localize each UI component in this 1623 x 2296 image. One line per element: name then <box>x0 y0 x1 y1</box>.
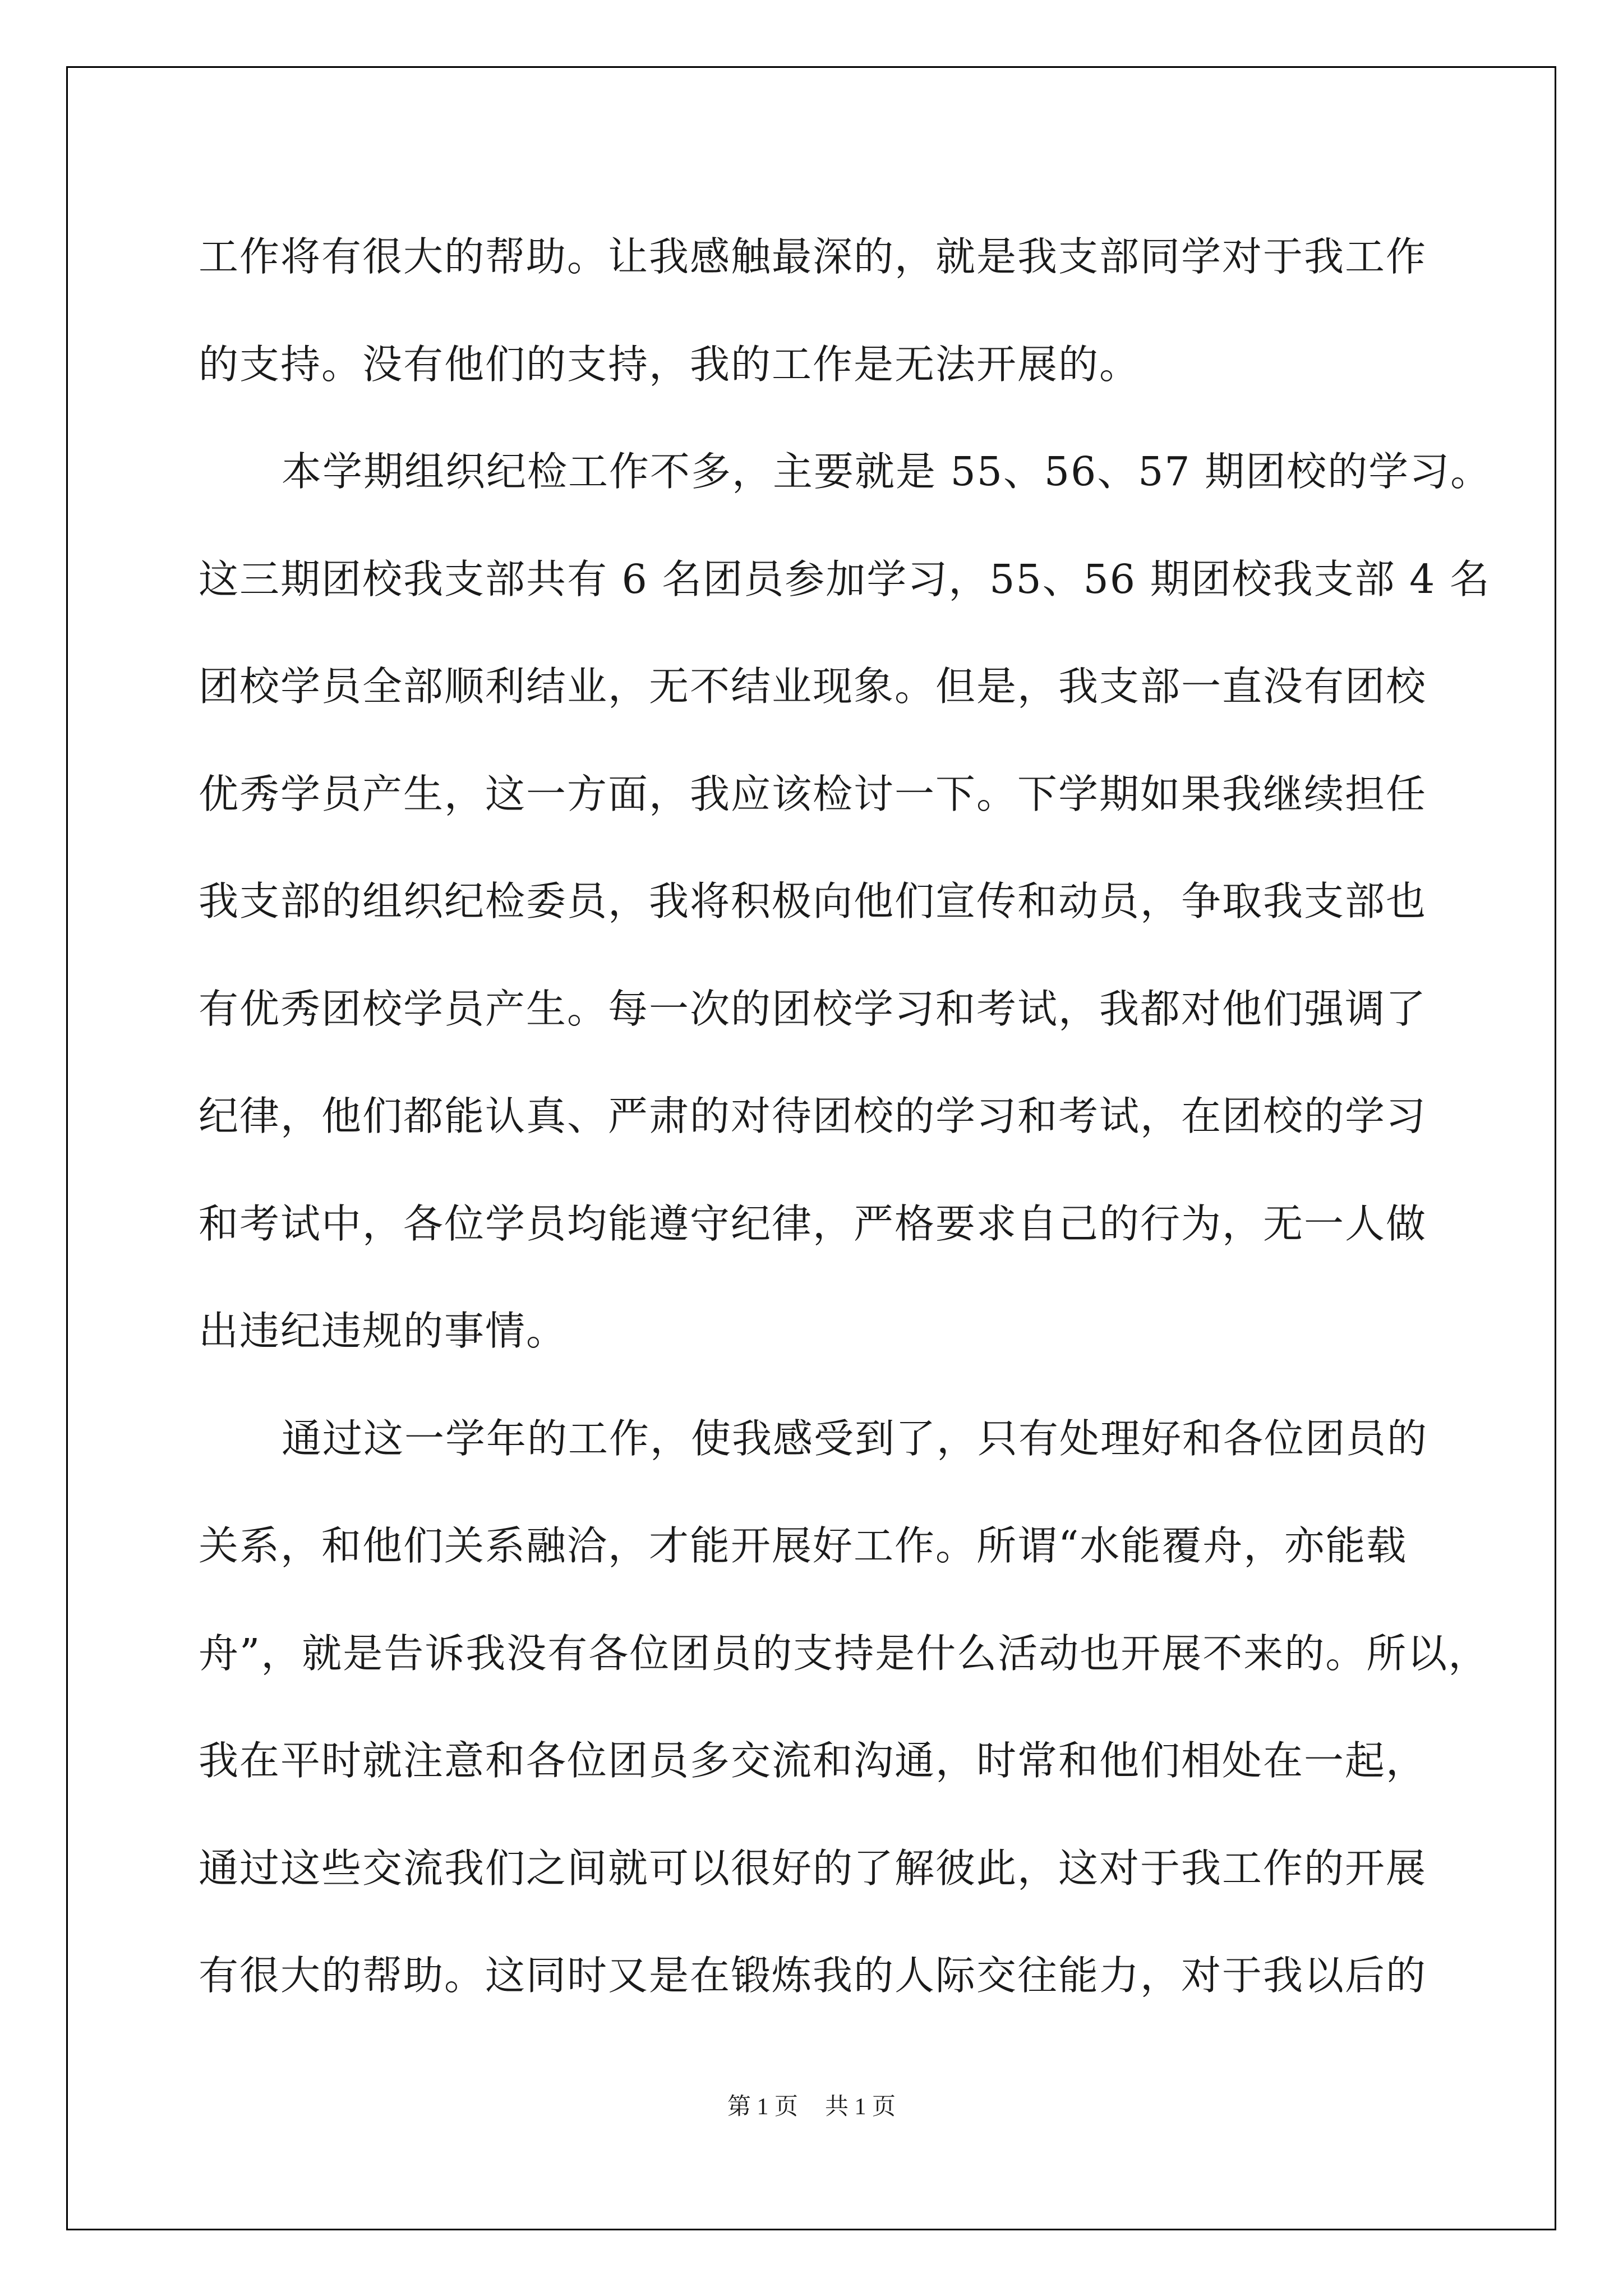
text-line: 出违纪违规的事情。 <box>199 1308 568 1354</box>
text-line: 和考试中，各位学员均能遵守纪律，严格要求自己的行为，无一人做 <box>199 1200 1427 1247</box>
text-line: 纪律，他们都能认真、严肃的对待团校的学习和考试，在团校的学习 <box>199 1093 1427 1139</box>
text-line: 工作将有很大的帮助。让我感触最深的，就是我支部同学对于我工作 <box>199 233 1427 280</box>
text-line: 通过这些交流我们之间就可以很好的了解彼此，这对于我工作的开展 <box>199 1844 1427 1892</box>
text-line: 有优秀团校学员产生。每一次的团校学习和考试，我都对他们强调了 <box>199 985 1427 1032</box>
text-line: 舟”，就是告诉我没有各位团员的支持是什么活动也开展不来的。所以， <box>199 1630 1490 1677</box>
page-number: 第 1 页 <box>727 2094 798 2120</box>
text-line: 的支持。没有他们的支持，我的工作是无法开展的。 <box>199 341 1141 388</box>
text-line: 有很大的帮助。这同时又是在锻炼我的人际交往能力，对于我以后的 <box>199 1952 1427 1999</box>
text-line: 团校学员全部顺利结业，无不结业现象。但是，我支部一直没有团校 <box>199 663 1427 710</box>
text-line: 通过这一学年的工作，使我感受到了，只有处理好和各位团员的 <box>282 1415 1428 1462</box>
text-line: 我在平时就注意和各位团员多交流和沟通，时常和他们相处在一起， <box>199 1737 1427 1784</box>
document-body <box>199 203 1492 2030</box>
text-line: 我支部的组织纪检委员，我将积极向他们宣传和动员，争取我支部也 <box>199 878 1427 924</box>
text-line: 关系，和他们关系融洽，才能开展好工作。所谓“水能覆舟，亦能载 <box>199 1522 1408 1569</box>
text-line: 优秀学员产生，这一方面，我应该检讨一下。下学期如果我继续担任 <box>199 770 1427 817</box>
text-line: 本学期组织纪检工作不多，主要就是 55、56、57 期团校的学习。 <box>282 448 1492 495</box>
page-total: 共 1 页 <box>825 2094 896 2120</box>
text-line: 这三期团校我支部共有 6 名团员参加学习，55、56 期团校我支部 4 名 <box>199 555 1491 602</box>
page-footer <box>0 2088 1623 2122</box>
